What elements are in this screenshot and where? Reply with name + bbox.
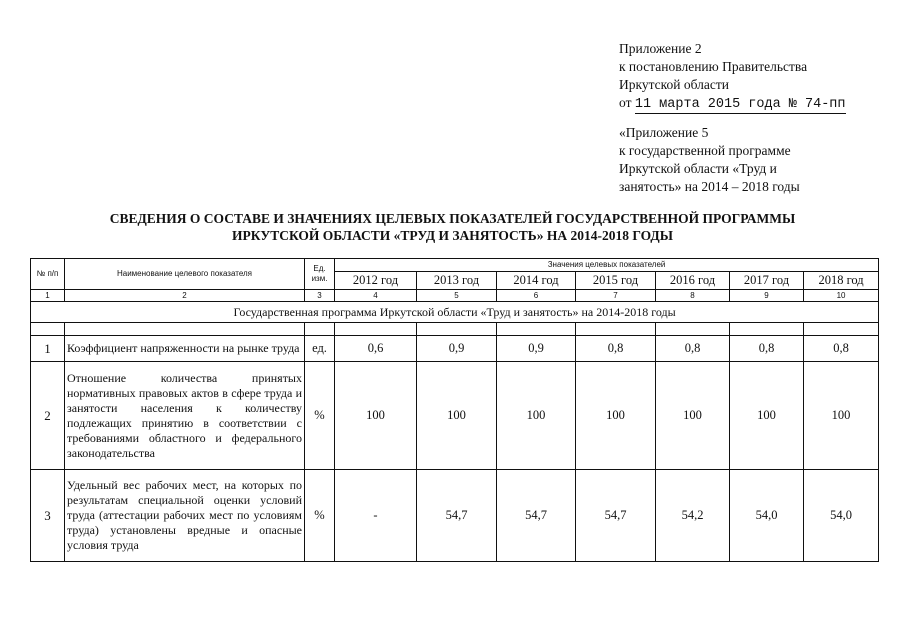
appendix-2-line: к постановлению Правительства — [619, 59, 808, 74]
appendix-2-line: Иркутской области — [619, 77, 730, 92]
spacer-cell — [804, 323, 879, 336]
value-cell: 100 — [804, 362, 879, 470]
spacer-cell — [656, 323, 730, 336]
value-cell: 0,6 — [335, 336, 417, 362]
appendix-5-line: занятость» на 2014 – 2018 годы — [619, 179, 800, 194]
spacer-cell — [417, 323, 497, 336]
column-number: 6 — [497, 290, 576, 302]
spacer-cell — [730, 323, 804, 336]
header-number: № п/п — [31, 259, 65, 290]
header-indicator-name: Наименование целевого показателя — [65, 259, 305, 290]
row-number: 3 — [31, 470, 65, 562]
header-row — [31, 259, 879, 272]
column-number: 8 — [656, 290, 730, 302]
title-line-2: ИРКУТСКОЙ ОБЛАСТИ «ТРУД И ЗАНЯТОСТЬ» НА 2014-2018 ГОДЫ — [232, 228, 673, 243]
value-cell: - — [335, 470, 417, 562]
row-number: 1 — [31, 336, 65, 362]
spacer-cell — [31, 323, 65, 336]
spacer-cell — [305, 323, 335, 336]
spacer-cell — [497, 323, 576, 336]
value-cell: 54,7 — [576, 470, 656, 562]
column-number: 10 — [804, 290, 879, 302]
header-unit: Ед. изм. — [305, 259, 335, 290]
appendix-5-line: Иркутской области «Труд и — [619, 161, 777, 176]
value-cell: 0,9 — [417, 336, 497, 362]
order-date-number: 11 марта 2015 года № 74-пп — [634, 97, 846, 112]
column-number: 2 — [65, 290, 305, 302]
table-row — [31, 336, 879, 362]
spacer-cell — [335, 323, 417, 336]
column-number: 4 — [335, 290, 417, 302]
indicator-name: Удельный вес рабочих мест, на которых по результатам специальной оценки условий труда (аттестации рабочих мест по условиям труда) установлены вредные и опасные условия труда — [65, 470, 305, 562]
spacer-row — [31, 323, 879, 336]
column-number: 1 — [31, 290, 65, 302]
appendix-2-block — [619, 40, 846, 114]
value-cell: 54,2 — [656, 470, 730, 562]
column-number: 5 — [417, 290, 497, 302]
column-number: 3 — [305, 290, 335, 302]
header-values: Значения целевых показателей — [335, 259, 879, 272]
appendix-2-date-line — [619, 94, 846, 114]
column-number: 9 — [730, 290, 804, 302]
appendix-5-line: «Приложение 5 — [619, 125, 709, 140]
unit-cell: % — [305, 362, 335, 470]
year-header: 2014 год — [497, 272, 576, 290]
value-cell: 54,0 — [730, 470, 804, 562]
value-cell: 54,7 — [417, 470, 497, 562]
year-header: 2017 год — [730, 272, 804, 290]
value-cell: 0,8 — [804, 336, 879, 362]
value-cell: 0,8 — [730, 336, 804, 362]
appendix-2-line: Приложение 2 — [619, 41, 702, 56]
indicator-name: Коэффициент напряженности на рынке труда — [65, 336, 305, 362]
value-cell: 100 — [656, 362, 730, 470]
value-cell: 0,8 — [656, 336, 730, 362]
indicator-name: Отношение количества принятых нормативных правовых актов в сфере труда и занятости населения к количеству подлежащих принятию в соответствии с требованиями областного и федерального законодательства — [65, 362, 305, 470]
year-header: 2012 год — [335, 272, 417, 290]
table-row — [31, 362, 879, 470]
column-numbers-row — [31, 290, 879, 302]
program-title: Государственная программа Иркутской области «Труд и занятость» на 2014-2018 годы — [31, 302, 879, 323]
value-cell: 0,9 — [497, 336, 576, 362]
title-line-1: СВЕДЕНИЯ О СОСТАВЕ И ЗНАЧЕНИЯХ ЦЕЛЕВЫХ ПОКАЗАТЕЛЕЙ ГОСУДАРСТВЕННОЙ ПРОГРАММЫ — [109, 211, 796, 226]
spacer-cell — [576, 323, 656, 336]
row-number: 2 — [31, 362, 65, 470]
value-cell: 100 — [730, 362, 804, 470]
column-number: 7 — [576, 290, 656, 302]
value-cell: 100 — [497, 362, 576, 470]
value-cell: 100 — [417, 362, 497, 470]
year-header: 2015 год — [576, 272, 656, 290]
value-cell: 54,7 — [497, 470, 576, 562]
spacer-cell — [65, 323, 305, 336]
value-cell: 100 — [335, 362, 417, 470]
year-header: 2013 год — [417, 272, 497, 290]
value-cell: 100 — [576, 362, 656, 470]
date-prefix: от — [619, 95, 632, 110]
document-title — [0, 210, 905, 244]
value-cell: 0,8 — [576, 336, 656, 362]
program-row — [31, 302, 879, 323]
value-cell: 54,0 — [804, 470, 879, 562]
appendix-5-block — [619, 124, 800, 196]
year-header: 2016 год — [656, 272, 730, 290]
appendix-5-line: к государственной программе — [619, 143, 791, 158]
year-header: 2018 год — [804, 272, 879, 290]
unit-cell: % — [305, 470, 335, 562]
unit-cell: ед. — [305, 336, 335, 362]
indicators-table — [30, 258, 879, 562]
table-row — [31, 470, 879, 562]
